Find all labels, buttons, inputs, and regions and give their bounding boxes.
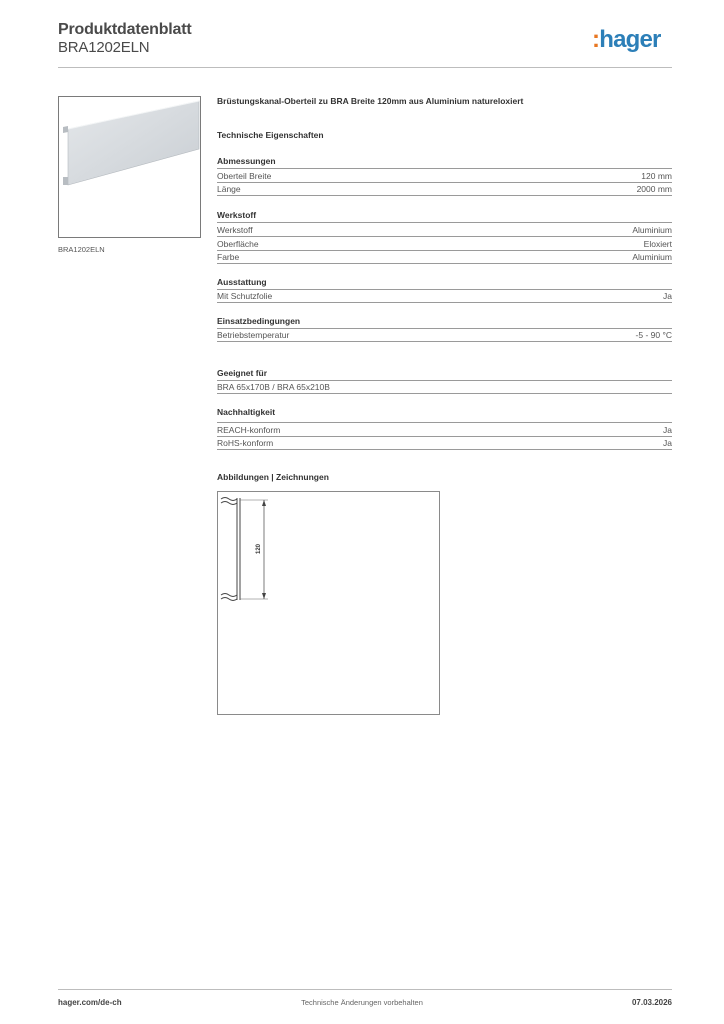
table-row [217, 182, 672, 196]
table-row [217, 236, 672, 250]
row-label: Farbe [217, 252, 240, 262]
table-einsatz [217, 328, 672, 342]
technical-drawing [217, 491, 440, 715]
dimension-label: 120 [256, 543, 262, 554]
footer-date: 07.03.2026 [631, 998, 672, 1007]
section-nachhaltigkeit-title: Nachhaltigkeit [217, 407, 276, 417]
table-ausstattung [217, 289, 672, 303]
section-drawings-title: Abbildungen | Zeichnungen [217, 472, 329, 482]
table-row [217, 168, 672, 182]
product-image [58, 96, 201, 238]
row-value: Eloxiert [643, 238, 672, 249]
tech-properties-heading: Technische Eigenschaften [217, 130, 324, 140]
table-nachhaltigkeit [217, 422, 672, 450]
table-werkstoff [217, 222, 672, 264]
profile-panel-image [59, 97, 200, 237]
table-geeignet [217, 380, 672, 394]
section-ausstattung-title: Ausstattung [217, 277, 267, 287]
logo-prefix: : [592, 26, 600, 53]
table-row [217, 328, 672, 342]
row-label: Oberfläche [217, 238, 259, 249]
table-row [217, 422, 672, 436]
product-description: Brüstungskanal-Oberteil zu BRA Breite 120mm aus Aluminium natureloxiert [217, 96, 524, 106]
image-caption: BRA1202ELN [58, 245, 105, 254]
footer-divider [58, 989, 672, 990]
footer-website-link[interactable]: hager.com/de-ch [58, 998, 122, 1007]
table-row [217, 380, 672, 394]
footer-notice: Technische Änderungen vorbehalten [301, 998, 423, 1007]
row-label: RoHS-konform [217, 438, 274, 448]
row-label: BRA 65x170B / BRA 65x210B [217, 382, 330, 392]
row-label: Werkstoff [217, 224, 253, 235]
row-label: REACH-konform [217, 424, 281, 435]
table-abmessungen [217, 168, 672, 196]
row-label: Betriebstemperatur [217, 330, 290, 340]
section-abmessungen-title: Abmessungen [217, 156, 276, 166]
page-title: Produktdatenblatt [58, 21, 192, 38]
article-number: BRA1202ELN [58, 39, 150, 56]
row-label: Länge [217, 184, 241, 194]
row-label: Mit Schutzfolie [217, 291, 273, 301]
row-value: Ja [663, 291, 672, 301]
section-werkstoff-title: Werkstoff [217, 210, 257, 220]
hager-logo [592, 27, 661, 53]
row-label: Oberteil Breite [217, 170, 272, 181]
table-row [217, 436, 672, 450]
table-row [217, 289, 672, 303]
row-value: Ja [663, 438, 672, 448]
row-value: Aluminium [632, 224, 672, 235]
header-divider [58, 67, 672, 68]
profile-drawing-icon [218, 492, 439, 714]
row-value: 120 mm [641, 170, 672, 181]
row-value: Ja [663, 424, 672, 435]
row-value: -5 - 90 °C [635, 330, 672, 340]
row-value: Aluminium [632, 252, 672, 262]
logo-name: hager [599, 26, 661, 53]
table-row [217, 250, 672, 264]
row-value: 2000 mm [636, 184, 672, 194]
section-einsatz-title: Einsatzbedingungen [217, 316, 301, 326]
section-geeignet-title: Geeignet für [217, 368, 268, 378]
table-row [217, 222, 672, 236]
